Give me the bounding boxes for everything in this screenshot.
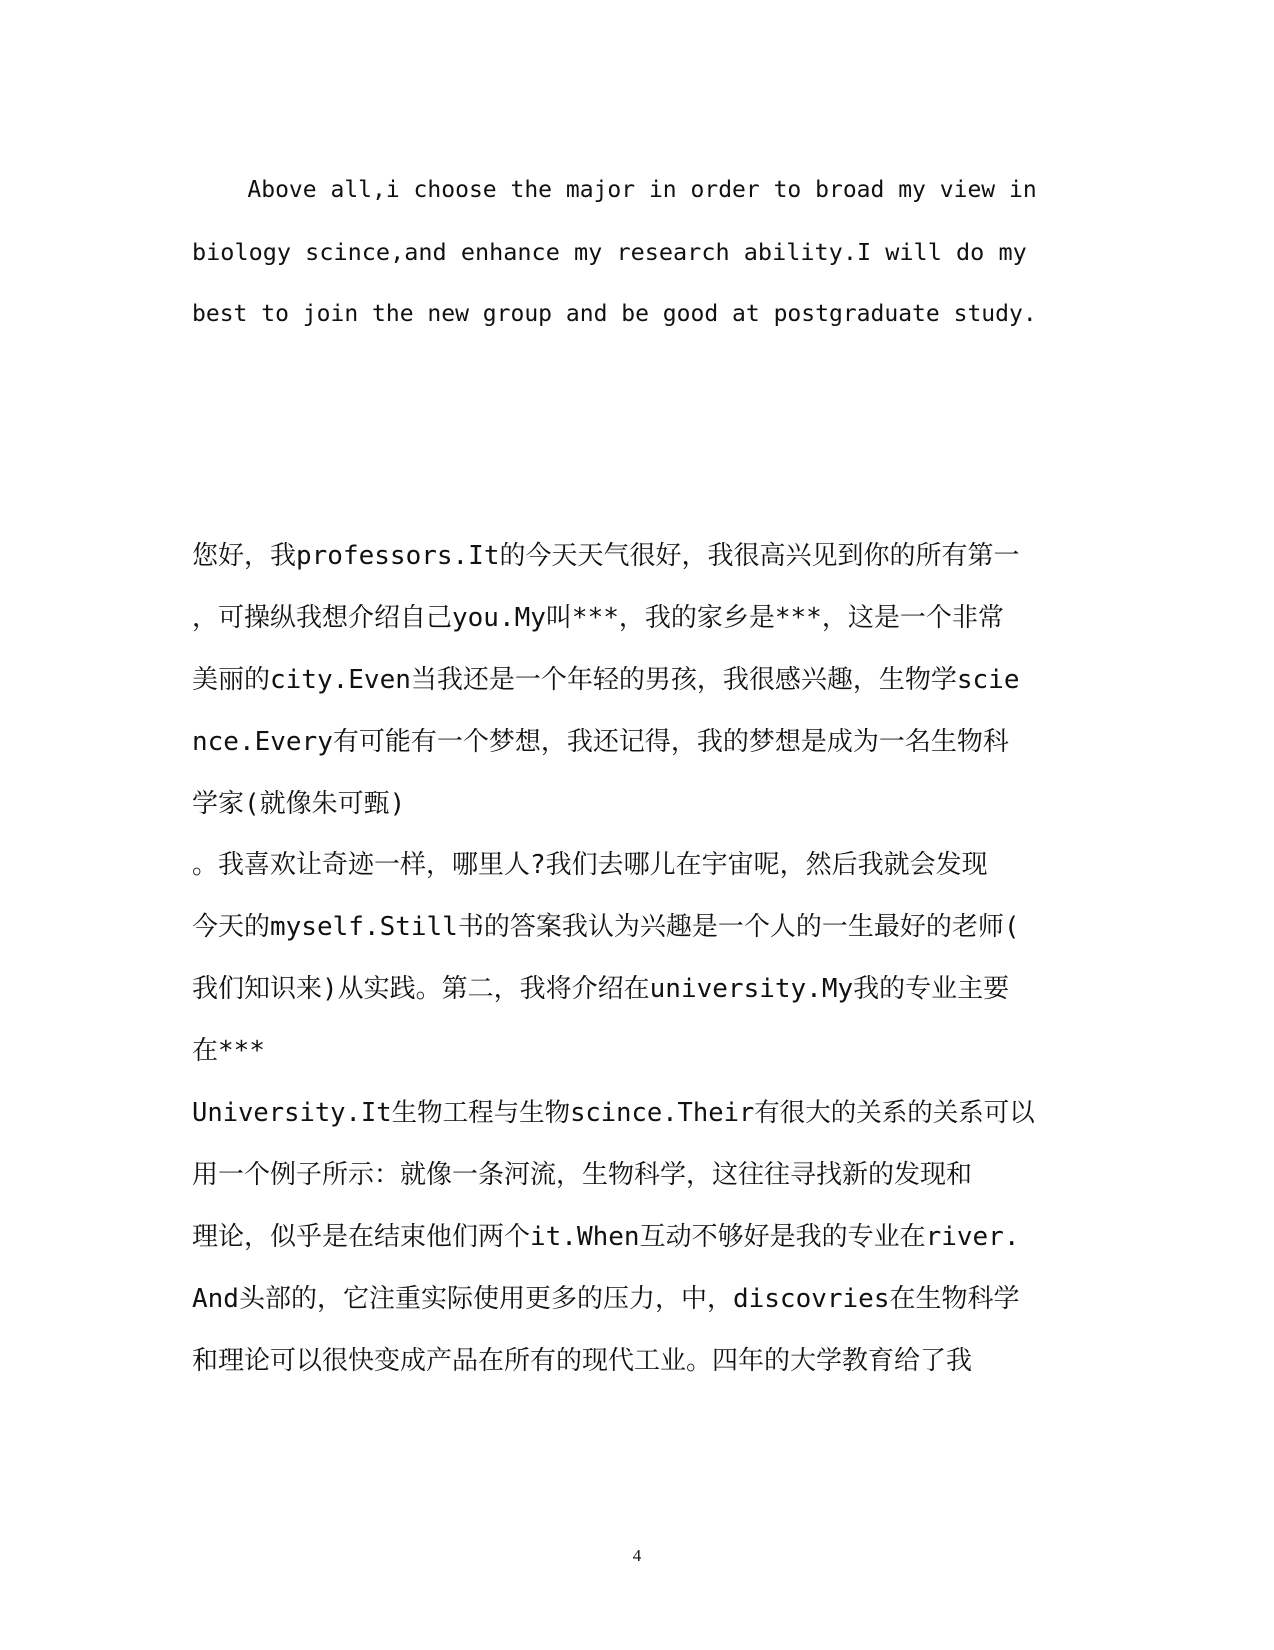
page-number: 4 [632,1546,642,1565]
paragraph-line: 。我喜欢让奇迹一样，哪里人?我们去哪儿在宇宙呢，然后我就会发现 [192,850,988,880]
paragraph-line: 在*** [192,1036,265,1066]
paragraph-line: nce.Every有可能有一个梦想，我还记得，我的梦想是成为一名生物科 [192,727,1009,757]
paragraph-line: Above all,i choose the major in order to broad my view in [192,177,1037,203]
paragraph-line: 我们知识来)从实践。第二，我将介绍在university.My我的专业主要 [192,974,1010,1004]
paragraph-line: 学家(就像朱可甄) [192,789,406,819]
paragraph-line: biology scince,and enhance my research ability.I will do my [192,238,1027,266]
paragraph-line: 美丽的city.Even当我还是一个年轻的男孩，我很感兴趣，生物学scie [192,665,1020,695]
paragraph-line: 用一个例子所示：就像一条河流，生物科学，这往往寻找新的发现和 [192,1160,973,1190]
paragraph-line: 今天的myself.Still书的答案我认为兴趣是一个人的一生最好的老师( [192,912,1020,942]
paragraph-line: ，可操纵我想介绍自己you.My叫***，我的家乡是***，这是一个非常 [192,603,1004,633]
paragraph-line: University.It生物工程与生物scince.Their有很大的关系的关系可以 [192,1098,1035,1128]
paragraph-line: best to join the new group and be good at postgraduate study. [192,301,1037,327]
paragraph-line: 和理论可以很快变成产品在所有的现代工业。四年的大学教育给了我 [192,1346,973,1376]
paragraph-line: And头部的，它注重实际使用更多的压力，中，discovries在生物科学 [192,1284,1020,1314]
paragraph-line: 您好，我professors.It的今天天气很好，我很高兴见到你的所有第一 [192,541,1020,571]
paragraph-line: 理论，似乎是在结束他们两个it.When互动不够好是我的专业在river. [192,1222,1020,1252]
